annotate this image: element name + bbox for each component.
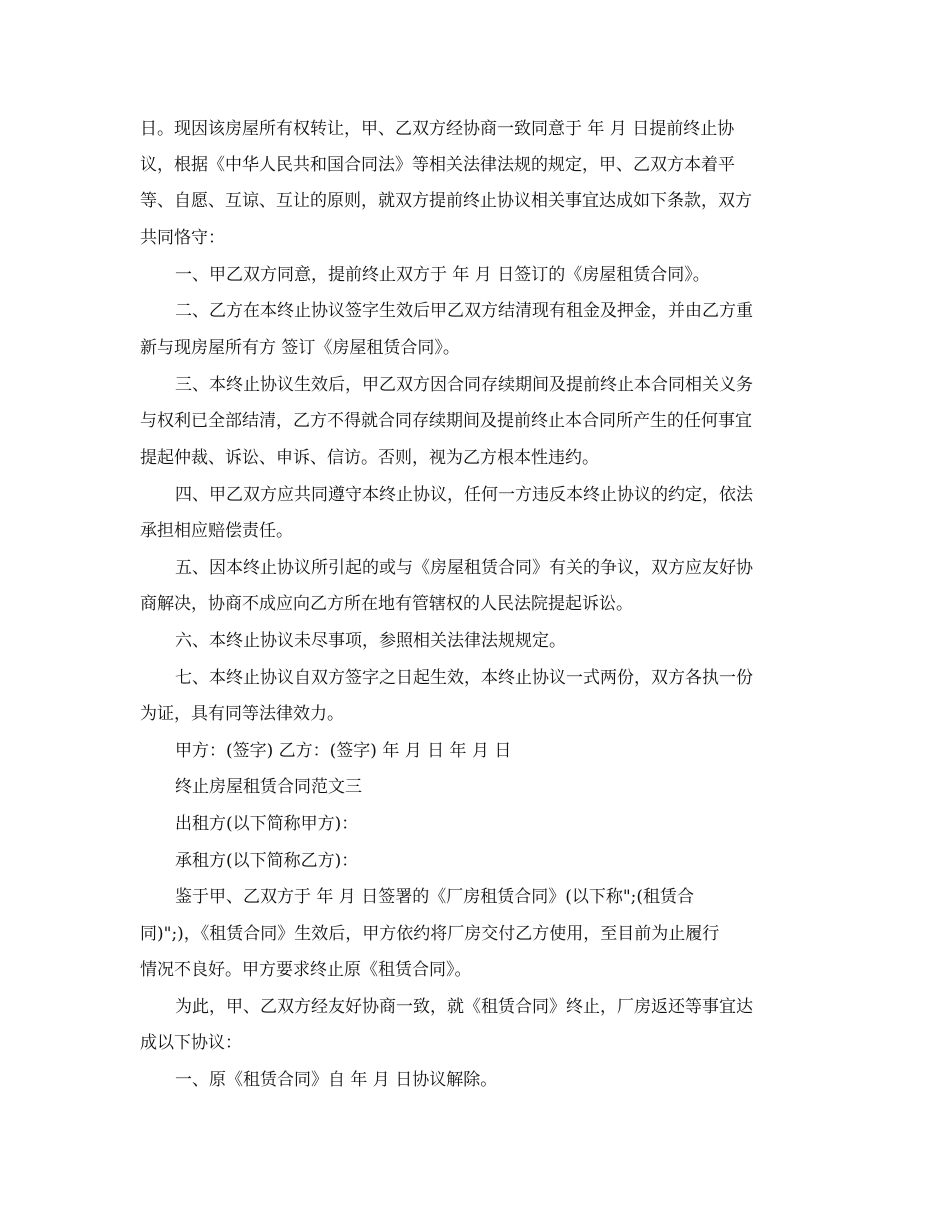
clause-7-line-1: 七、本终止协议自双方签字之日起生效，本终止协议一式两份，双方各执一份 xyxy=(175,668,753,688)
body-line-3: 等、自愿、互谅、互让的原则，就双方提前终止协议相关事宜达成如下条款，双方 xyxy=(140,191,752,211)
clause-3-line-2: 与权利已全部结清，乙方不得就合同存续期间及提前终止本合同所产生的任何事宜 xyxy=(140,411,752,431)
preamble-line-2: 同)";)，《租赁合同》生效后，甲方依约将厂房交付乙方使用，至目前为止履行 xyxy=(140,924,720,944)
agreement-intro-line-2: 成以下协议： xyxy=(140,1033,242,1053)
body-line-2: 议，根据《中华人民共和国合同法》等相关法律法规的规定，甲、乙双方本着平 xyxy=(140,155,735,175)
agreement-intro-line-1: 为此，甲、乙双方经友好协商一致，就《租赁合同》终止，厂房返还等事宜达 xyxy=(175,997,753,1017)
clause-4-line-1: 四、甲乙双方应共同遵守本终止协议，任何一方违反本终止协议的约定，依法 xyxy=(175,485,753,505)
clause-2-line-2: 新与现房屋所有方 签订《房屋租赁合同》。 xyxy=(140,338,460,358)
clause-3-line-1: 三、本终止协议生效后，甲乙双方因合同存续期间及提前终止本合同相关义务 xyxy=(175,375,753,395)
lessee-line: 承租方(以下简称乙方)： xyxy=(175,851,359,871)
lessor-line: 出租方(以下简称甲方)： xyxy=(175,814,359,834)
clause-2-line-1: 二、乙方在本终止协议签字生效后甲乙双方结清现有租金及押金，并由乙方重 xyxy=(175,301,753,321)
body-line-4: 共同恪守： xyxy=(140,228,225,248)
preamble-line-3: 情况不良好。甲方要求终止原《租赁合同》。 xyxy=(140,960,472,980)
clause-4-line-2: 承担相应赔偿责任。 xyxy=(140,521,293,541)
clause-5-line-1: 五、因本终止协议所引起的或与《房屋租赁合同》有关的争议，双方应友好协 xyxy=(175,558,753,578)
clause-a1-line-1: 一、原《租赁合同》自 年 月 日协议解除。 xyxy=(175,1070,498,1090)
clause-6-line-1: 六、本终止协议未尽事项，参照相关法律法规规定。 xyxy=(175,631,566,651)
clause-7-line-2: 为证，具有同等法律效力。 xyxy=(140,704,344,724)
clause-1-line-1: 一、甲乙双方同意，提前终止双方于 年 月 日签订的《房屋租赁合同》。 xyxy=(175,265,710,285)
body-line-1: 日。现因该房屋所有权转让，甲、乙双方经协商一致同意于 年 月 日提前终止协 xyxy=(140,119,735,139)
section-title: 终止房屋租赁合同范文三 xyxy=(175,777,362,797)
signature-line: 甲方：(签字) 乙方：(签字) 年 月 日 年 月 日 xyxy=(175,741,512,761)
clause-5-line-2: 商解决，协商不成应向乙方所在地有管辖权的人民法院提起诉讼。 xyxy=(140,594,633,614)
preamble-line-1: 鉴于甲、乙双方于 年 月 日签署的《厂房租赁合同》(以下称";(租赁合 xyxy=(175,887,695,907)
clause-3-line-3: 提起仲裁、诉讼、申诉、信访。否则，视为乙方根本性违约。 xyxy=(140,448,599,468)
